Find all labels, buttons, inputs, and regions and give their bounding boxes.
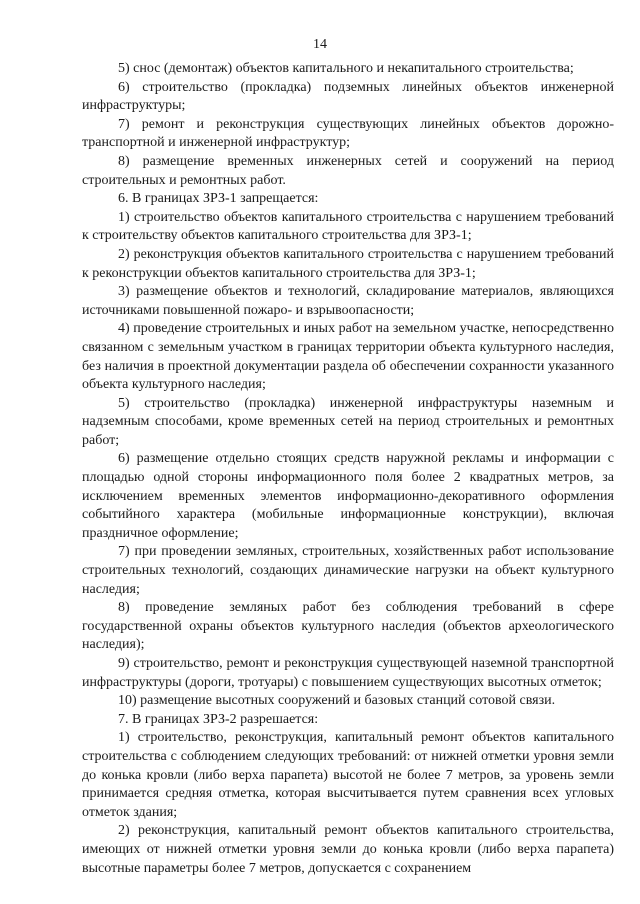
section-heading: 6. В границах ЗРЗ-1 запрещается:: [118, 191, 319, 207]
page-number: 14: [313, 37, 327, 52]
paragraph: 2) реконструкция объектов капитального строительства с нарушением требований к реконструкции объектов капитального строительства для ЗРЗ-1;: [82, 246, 614, 281]
paragraph: 10) размещение высотных сооружений и базовых станций сотовой связи.: [118, 693, 556, 709]
paragraph: 7) при проведении земляных, строительных, хозяйственных работ использование строительных технологий, создающих динамические нагрузки на объект культурного наследия;: [82, 544, 614, 597]
paragraph: 1) строительство объектов капитального строительства с нарушением требований к строительству объектов капитального строительства для ЗРЗ-1;: [82, 209, 614, 244]
paragraph: 5) строительство (прокладка) инженерной инфраструктуры наземным и надземным способами, кроме временных сетей на период строительных и ремонтных работ;: [82, 395, 614, 448]
paragraph: 5) снос (демонтаж) объектов капитального и некапитального строительства;: [118, 61, 574, 76]
paragraph: 8) проведение земляных работ без соблюдения требований в сфере государственной охраны объектов культурного наследия (объектов археологического наследия);: [82, 600, 614, 653]
paragraph: 8) размещение временных инженерных сетей и сооружений на период строительных и ремонтных работ.: [82, 153, 614, 188]
section-heading: 7. В границах ЗРЗ-2 разрешается:: [118, 711, 319, 727]
paragraph: 9) строительство, ремонт и реконструкция существующей наземной транспортной инфраструктуры (дороги, тротуары) с повышением существующих высотных отметок;: [82, 656, 614, 690]
document-body: [82, 60, 614, 878]
paragraph: 1) строительство, реконструкция, капитальный ремонт объектов капитального строительства с соблюдением следующих требований: от нижней отметки уровня земли до конька кровли (либо верха парапета) высотой не более 7 метров, за уровень земли принимается средняя отметка, которая высчитывается путем сравнения всех угловых отметок здания;: [82, 730, 614, 820]
paragraph: 2) реконструкция, капитальный ремонт объектов капитального строительства, имеющих от нижней отметки уровня земли до конька кровли (либо верха парапета) высотные параметры более 7 метров, допускается с сохранением: [82, 823, 614, 876]
paragraph: 7) ремонт и реконструкция существующих линейных объектов дорожно-транспортной и инженерной инфраструктур;: [82, 116, 614, 151]
paragraph: 6) строительство (прокладка) подземных линейных объектов инженерной инфраструктуры;: [82, 79, 614, 114]
paragraph: 4) проведение строительных и иных работ на земельном участке, непосредственно связанном с земельным участком в границах территории объекта культурного наследия, без наличия в проектной документации раздела об обеспечении сохранности указанного объекта культурного наследия;: [82, 321, 614, 393]
paragraph: 6) размещение отдельно стоящих средств наружной рекламы и информации с площадью одной стороны информационного поля более 2 квадратных метров, за исключением временных элементов информационно-декоративного оформления событийного характера (мобильные информационные конструкции), включая праздничное оформление;: [82, 451, 614, 541]
paragraph: 3) размещение объектов и технологий, складирование материалов, являющихся источниками повышенной пожаро- и взрывоопасности;: [82, 284, 614, 318]
